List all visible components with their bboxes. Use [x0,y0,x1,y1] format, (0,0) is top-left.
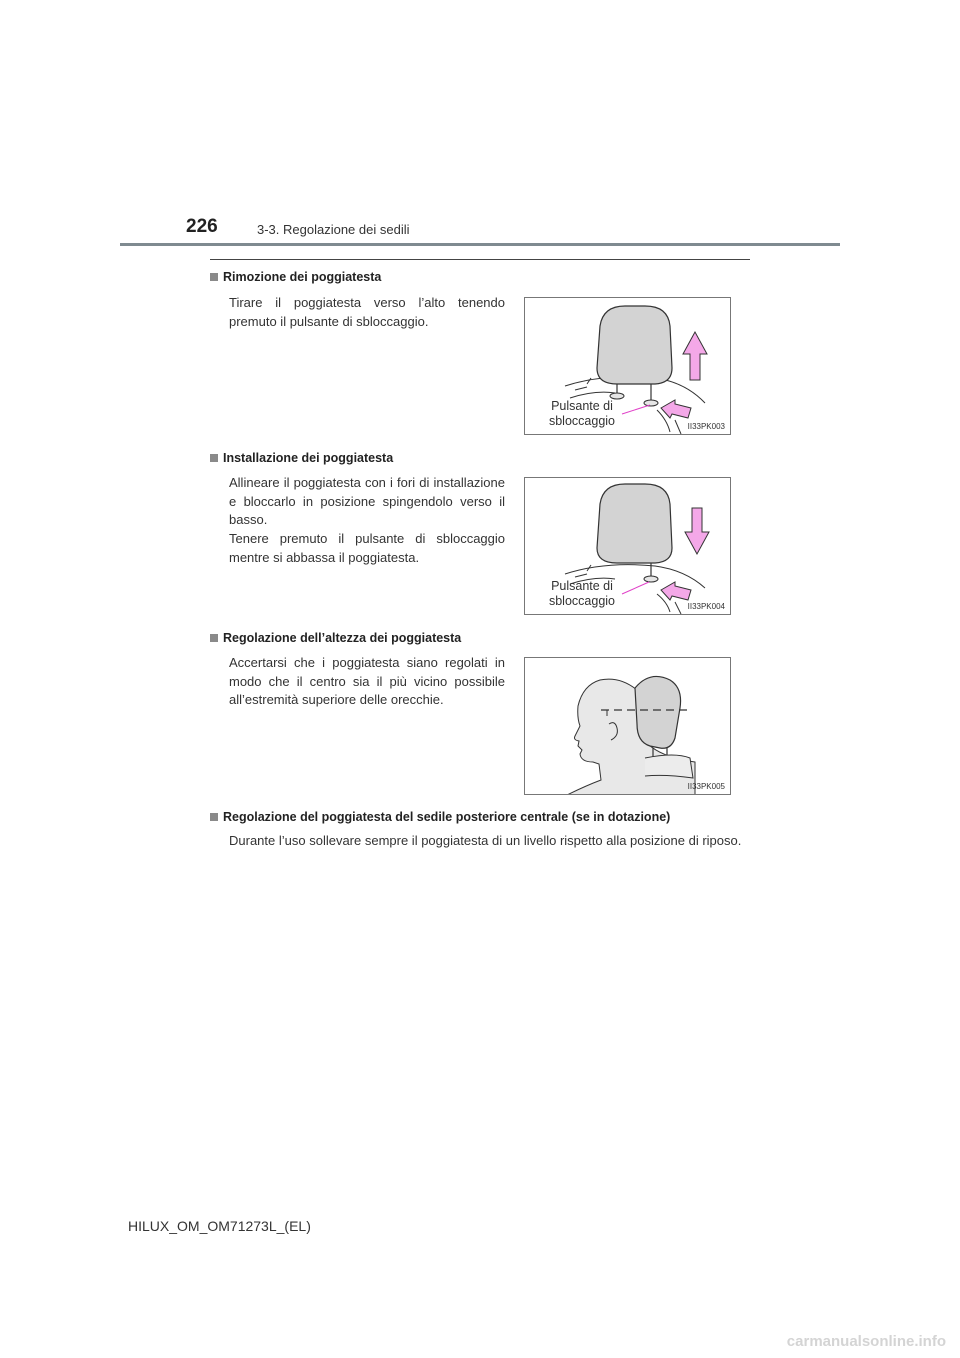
headrest-shape [597,484,672,563]
figure-removal [524,297,731,435]
section-title: 3-3. Regolazione dei sedili [257,222,410,237]
page-number: 226 [186,216,218,237]
content-top-rule [210,259,750,260]
figure-code: II33PK005 [687,782,725,791]
up-arrow-icon [683,332,707,380]
square-bullet-icon [210,813,218,821]
document-code: HILUX_OM_OM71273L_(EL) [128,1218,311,1234]
paragraph-installation-2: Tenere premuto il pulsante di sbloccaggio mentre si abbassa il poggiatesta. [229,531,505,565]
header-rule [120,243,840,246]
paragraph-installation-1: Allineare il poggiatesta con i fori di installazione e bloccarlo in posizione spingendolo verso il basso. [229,475,505,527]
headrest-shape [597,306,672,384]
heading-installation: Installazione dei poggiatesta [210,451,393,465]
push-arrow-icon [661,400,691,418]
square-bullet-icon [210,634,218,642]
figure-code: II33PK003 [687,422,725,431]
callout-release-button: Pulsante di sbloccaggio [548,579,615,608]
heading-height-adjustment: Regolazione dell’altezza dei poggiatesta [210,631,461,645]
heading-removal: Rimozione dei poggiatesta [210,270,381,284]
down-arrow-icon [685,508,709,554]
paragraph-height-adjustment: Accertarsi che i poggiatesta siano regolati in modo che il centro sia il più vicino possibile all’estremità superiore delle orecchie. [229,655,505,707]
square-bullet-icon [210,273,218,281]
square-bullet-icon [210,454,218,462]
figure-height-adjustment [524,657,731,795]
callout-release-button: Pulsante di sbloccaggio [548,399,615,428]
push-arrow-icon [661,582,691,600]
paragraph-rear-center-headrest: Durante l’uso sollevare sempre il poggiatesta di un livello rispetto alla posizione di riposo. [229,833,742,848]
figure-code: II33PK004 [687,602,725,611]
watermark: carmanualsonline.info [786,1333,946,1350]
heading-rear-center-headrest: Regolazione del poggiatesta del sedile posteriore centrale (se in dotazione) [210,810,670,824]
paragraph-removal: Tirare il poggiatesta verso l’alto tenendo premuto il pulsante di sbloccaggio. [229,295,505,329]
headrest-shape [635,676,681,748]
figure-installation [524,477,731,615]
